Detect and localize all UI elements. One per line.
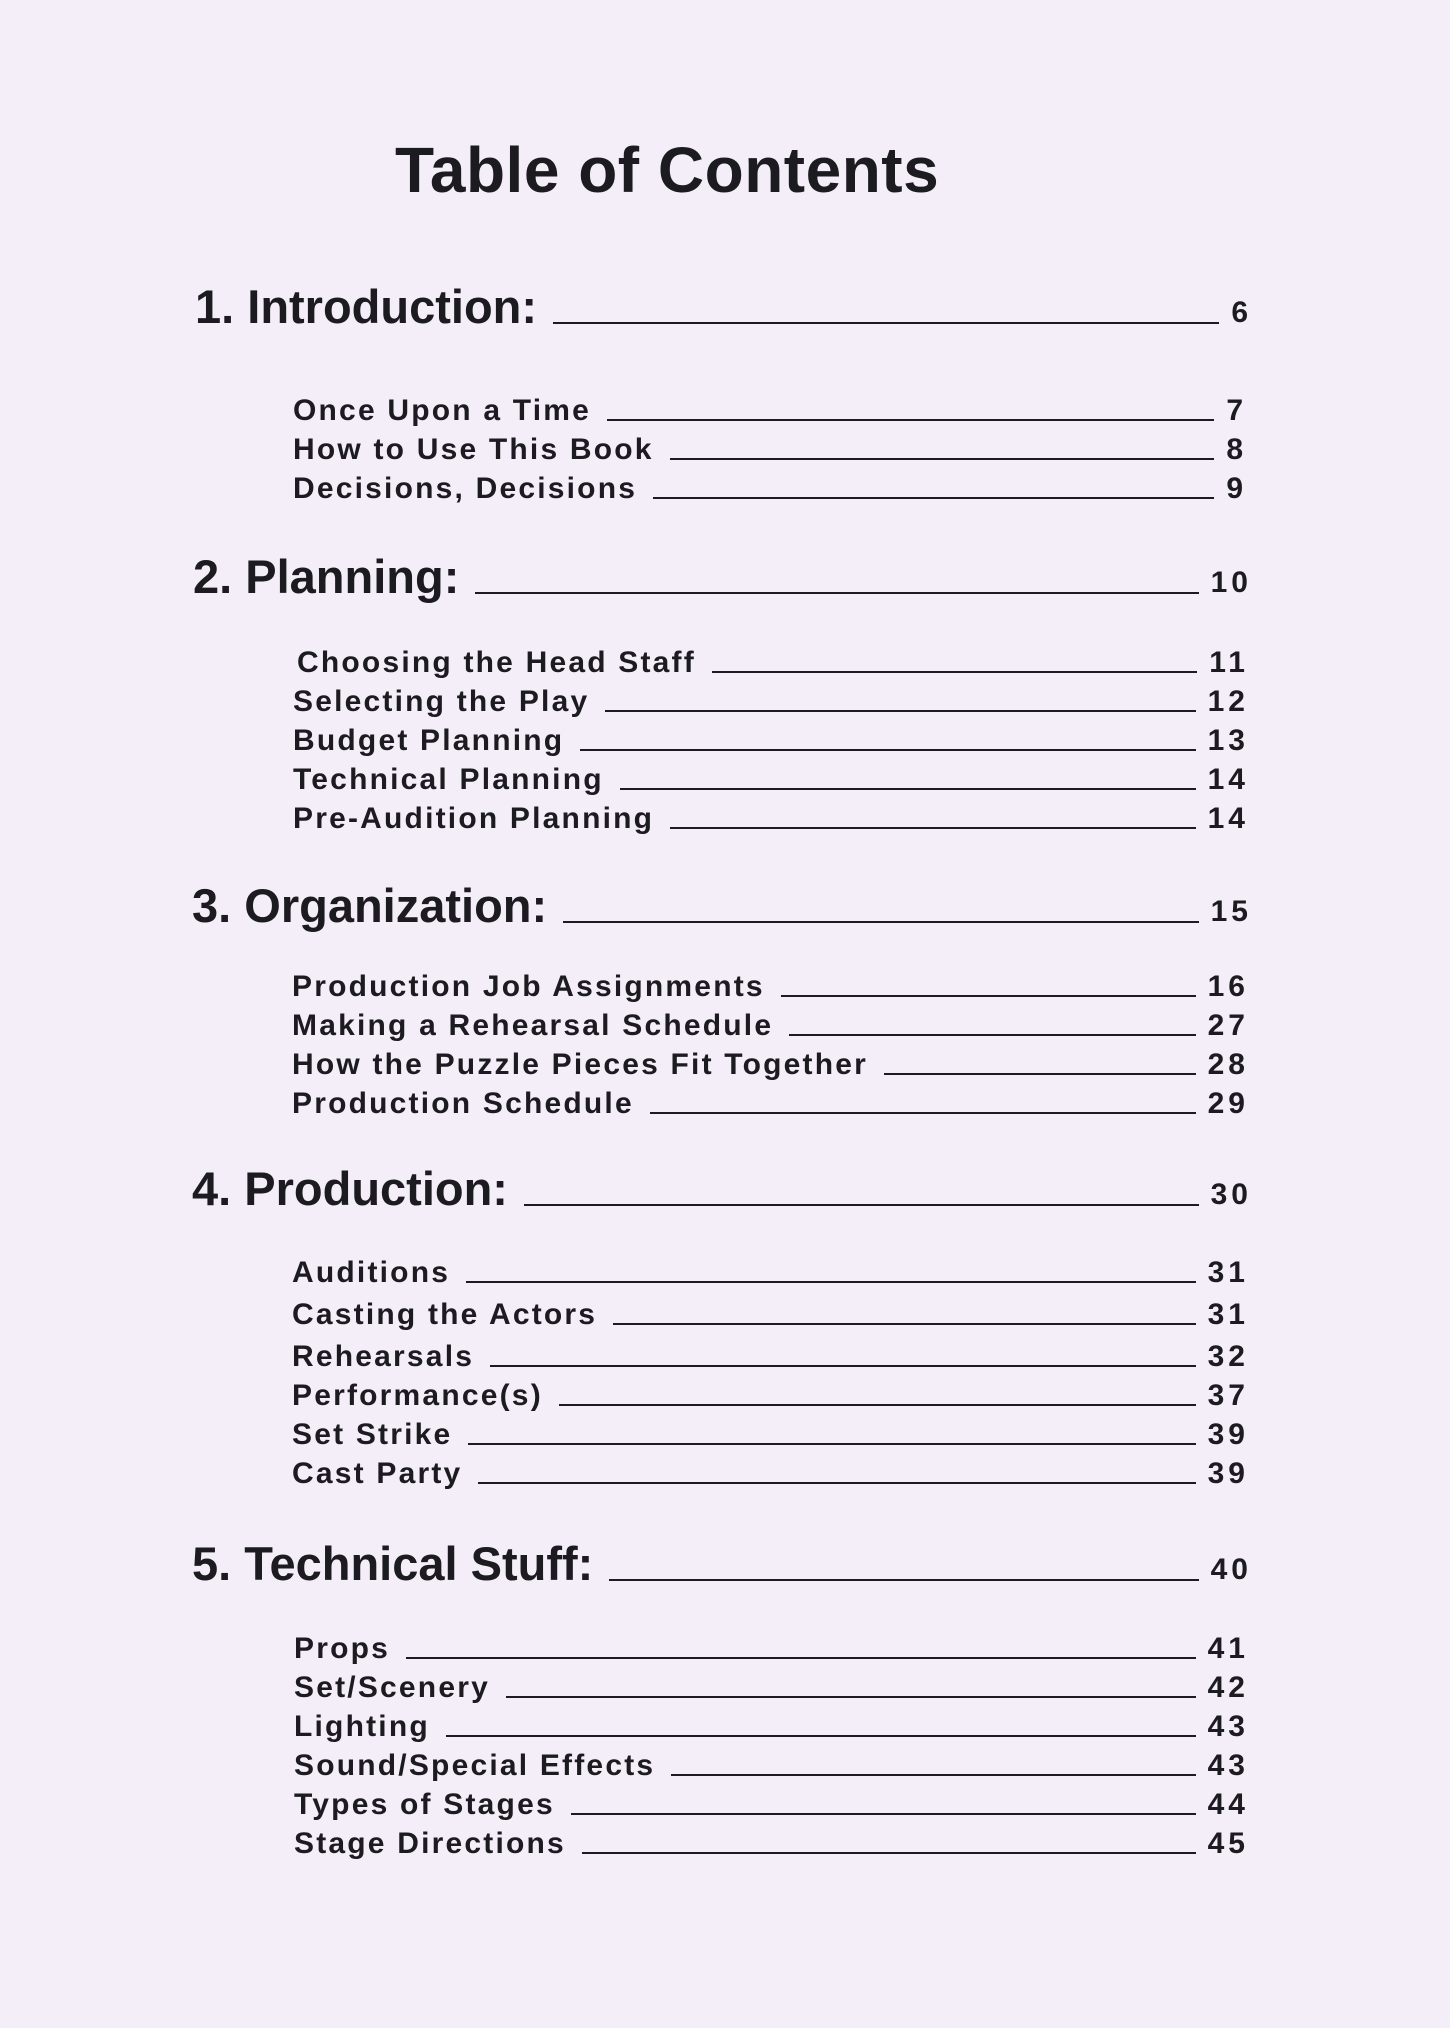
toc-entry-making-a-rehearsal-schedule-page-number: 27 xyxy=(1207,1009,1249,1042)
dot-leader xyxy=(563,921,1198,923)
dot-leader xyxy=(671,1774,1195,1776)
toc-entry-set-scenery xyxy=(294,1671,1249,1704)
toc-entry-budget-planning-label: Budget Planning xyxy=(293,724,565,757)
section-heading-5-technical-stuff xyxy=(192,1537,1252,1590)
dot-leader xyxy=(490,1365,1196,1367)
toc-entry-types-of-stages-label: Types of Stages xyxy=(294,1788,555,1821)
dot-leader xyxy=(446,1735,1196,1737)
toc-entry-choosing-the-head-staff-label: Choosing the Head Staff xyxy=(297,646,696,679)
toc-entry-rehearsals xyxy=(292,1340,1249,1373)
toc-entry-pre-audition-planning-page-number: 14 xyxy=(1207,802,1249,835)
toc-entry-types-of-stages xyxy=(294,1788,1249,1821)
toc-entry-once-upon-a-time-label: Once Upon a Time xyxy=(293,394,592,427)
toc-entry-casting-the-actors xyxy=(292,1298,1249,1331)
dot-leader xyxy=(607,419,1214,421)
toc-entry-production-schedule xyxy=(292,1087,1249,1120)
dot-leader xyxy=(468,1443,1195,1445)
toc-entry-how-the-puzzle-pieces-fit-together-page-number: 28 xyxy=(1207,1048,1249,1081)
toc-entry-how-the-puzzle-pieces-fit-together-label: How the Puzzle Pieces Fit Together xyxy=(292,1048,868,1081)
dot-leader xyxy=(571,1813,1196,1815)
dot-leader xyxy=(670,827,1195,829)
toc-entry-auditions xyxy=(292,1256,1249,1289)
toc-entry-stage-directions-page-number: 45 xyxy=(1207,1827,1249,1860)
toc-entry-set-strike-label: Set Strike xyxy=(292,1418,453,1451)
section-heading-2-planning-page-number: 10 xyxy=(1210,566,1252,599)
toc-entry-props-label: Props xyxy=(294,1632,391,1665)
dot-leader xyxy=(605,710,1195,712)
dot-leader xyxy=(670,458,1215,460)
toc-entry-performance-s-page-number: 37 xyxy=(1207,1379,1249,1412)
section-heading-4-production xyxy=(192,1162,1252,1215)
dot-leader xyxy=(609,1579,1198,1581)
section-heading-1-introduction xyxy=(195,280,1252,333)
toc-entry-choosing-the-head-staff xyxy=(297,646,1249,679)
dot-leader xyxy=(884,1073,1196,1075)
toc-entry-how-to-use-this-book-page-number: 8 xyxy=(1226,433,1247,466)
dot-leader xyxy=(406,1657,1196,1659)
toc-entry-props-page-number: 41 xyxy=(1207,1632,1249,1665)
toc-entry-set-strike xyxy=(292,1418,1249,1451)
section-heading-2-planning xyxy=(193,550,1252,603)
section-heading-3-organization-page-number: 15 xyxy=(1210,895,1252,928)
dot-leader xyxy=(582,1852,1196,1854)
toc-entry-set-scenery-label: Set/Scenery xyxy=(294,1671,490,1704)
toc-entry-pre-audition-planning xyxy=(293,802,1249,835)
toc-entry-stage-directions xyxy=(294,1827,1249,1860)
dot-leader xyxy=(506,1696,1196,1698)
toc-entry-budget-planning xyxy=(293,724,1249,757)
toc-entry-decisions-decisions-label: Decisions, Decisions xyxy=(293,472,638,505)
dot-leader xyxy=(475,592,1198,594)
toc-entry-once-upon-a-time xyxy=(293,394,1247,427)
toc-entry-sound-special-effects xyxy=(294,1749,1249,1782)
toc-entry-decisions-decisions xyxy=(293,472,1247,505)
toc-entry-lighting-label: Lighting xyxy=(294,1710,430,1743)
toc-entry-making-a-rehearsal-schedule xyxy=(292,1009,1249,1042)
toc-entry-budget-planning-page-number: 13 xyxy=(1207,724,1249,757)
toc-entry-choosing-the-head-staff-page-number: 11 xyxy=(1209,646,1249,679)
toc-entry-props xyxy=(294,1632,1249,1665)
section-heading-4-production-page-number: 30 xyxy=(1210,1178,1252,1211)
toc-entry-types-of-stages-page-number: 44 xyxy=(1207,1788,1249,1821)
dot-leader xyxy=(650,1112,1196,1114)
section-heading-5-technical-stuff-label: 5. Technical Stuff: xyxy=(192,1537,594,1590)
toc-entry-stage-directions-label: Stage Directions xyxy=(294,1827,566,1860)
section-heading-1-introduction-label: 1. Introduction: xyxy=(195,280,538,333)
dot-leader xyxy=(478,1482,1195,1484)
toc-entry-cast-party-page-number: 39 xyxy=(1207,1457,1249,1490)
toc-entry-how-to-use-this-book xyxy=(293,433,1247,466)
toc-entry-auditions-page-number: 31 xyxy=(1207,1256,1249,1289)
toc-entry-decisions-decisions-page-number: 9 xyxy=(1226,472,1247,505)
section-heading-1-introduction-page-number: 6 xyxy=(1231,296,1252,329)
toc-entry-performance-s-label: Performance(s) xyxy=(292,1379,543,1412)
toc-entry-technical-planning-label: Technical Planning xyxy=(293,763,604,796)
toc-entry-rehearsals-label: Rehearsals xyxy=(292,1340,475,1373)
toc-entry-selecting-the-play-page-number: 12 xyxy=(1207,685,1249,718)
section-heading-3-organization xyxy=(192,879,1252,932)
toc-entry-cast-party xyxy=(292,1457,1249,1490)
toc-entry-how-to-use-this-book-label: How to Use This Book xyxy=(293,433,654,466)
dot-leader xyxy=(789,1034,1195,1036)
toc-entry-rehearsals-page-number: 32 xyxy=(1207,1340,1249,1373)
section-heading-3-organization-label: 3. Organization: xyxy=(192,879,548,932)
dot-leader xyxy=(653,497,1214,499)
toc-entry-making-a-rehearsal-schedule-label: Making a Rehearsal Schedule xyxy=(292,1009,774,1042)
dot-leader xyxy=(524,1204,1199,1206)
toc-entry-sound-special-effects-page-number: 43 xyxy=(1207,1749,1249,1782)
toc-entry-selecting-the-play xyxy=(293,685,1249,718)
toc-entry-sound-special-effects-label: Sound/Special Effects xyxy=(294,1749,656,1782)
toc-entry-technical-planning-page-number: 14 xyxy=(1207,763,1249,796)
toc-entry-production-job-assignments-page-number: 16 xyxy=(1207,970,1249,1003)
toc-entry-auditions-label: Auditions xyxy=(292,1256,451,1289)
dot-leader xyxy=(559,1404,1196,1406)
toc-entry-lighting-page-number: 43 xyxy=(1207,1710,1249,1743)
toc-entry-cast-party-label: Cast Party xyxy=(292,1457,463,1490)
toc-entry-production-schedule-label: Production Schedule xyxy=(292,1087,634,1120)
toc-entry-set-scenery-page-number: 42 xyxy=(1207,1671,1249,1704)
dot-leader xyxy=(613,1323,1195,1325)
toc-entry-how-the-puzzle-pieces-fit-together xyxy=(292,1048,1249,1081)
toc-entry-production-job-assignments xyxy=(292,970,1249,1003)
section-heading-4-production-label: 4. Production: xyxy=(192,1162,508,1215)
dot-leader xyxy=(553,322,1219,324)
toc-entry-set-strike-page-number: 39 xyxy=(1207,1418,1249,1451)
page-title: Table of Contents xyxy=(395,134,940,206)
toc-entry-production-job-assignments-label: Production Job Assignments xyxy=(292,970,765,1003)
section-heading-2-planning-label: 2. Planning: xyxy=(193,550,460,603)
dot-leader xyxy=(781,995,1196,997)
toc-entry-technical-planning xyxy=(293,763,1249,796)
toc-entry-lighting xyxy=(294,1710,1249,1743)
dot-leader xyxy=(580,749,1195,751)
toc-entry-production-schedule-page-number: 29 xyxy=(1207,1087,1249,1120)
toc-entry-casting-the-actors-page-number: 31 xyxy=(1207,1298,1249,1331)
dot-leader xyxy=(712,671,1197,673)
dot-leader xyxy=(620,788,1196,790)
toc-entry-pre-audition-planning-label: Pre-Audition Planning xyxy=(293,802,655,835)
toc-entry-performance-s xyxy=(292,1379,1249,1412)
toc-entry-casting-the-actors-label: Casting the Actors xyxy=(292,1298,598,1331)
toc-entry-once-upon-a-time-page-number: 7 xyxy=(1226,394,1247,427)
dot-leader xyxy=(466,1281,1196,1283)
section-heading-5-technical-stuff-page-number: 40 xyxy=(1210,1553,1252,1586)
toc-entry-selecting-the-play-label: Selecting the Play xyxy=(293,685,590,718)
